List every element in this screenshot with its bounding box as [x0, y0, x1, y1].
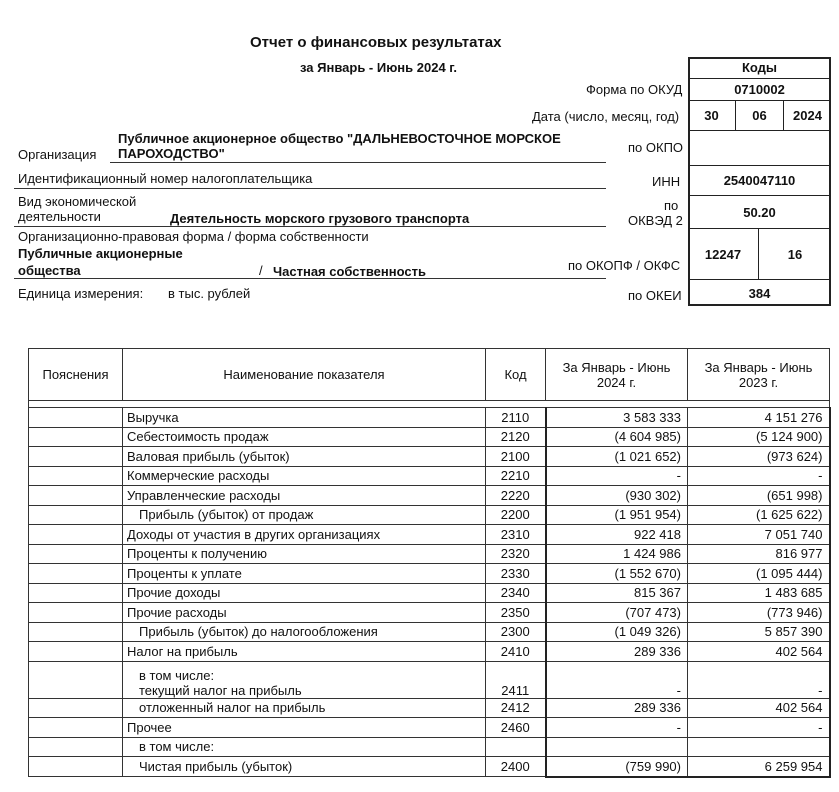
row-current: (707 473): [546, 603, 688, 623]
row-code: 2110: [486, 408, 546, 428]
unit-value: в тыс. рублей: [168, 286, 251, 301]
row-previous: 5 857 390: [688, 622, 830, 642]
row-code: 2300: [486, 622, 546, 642]
row-current: -: [546, 466, 688, 486]
row-previous: (973 624): [688, 447, 830, 467]
row-code: 2410: [486, 642, 546, 662]
row-current: (1 049 326): [546, 622, 688, 642]
org-name-line1: Публичное акционерное общество "ДАЛЬНЕВОСТОЧНОЕ МОРСКОЕ: [118, 131, 561, 146]
row-name: Выручка: [123, 408, 486, 428]
row-current: 922 418: [546, 525, 688, 545]
unit-label: Единица измерения:: [18, 286, 144, 301]
row-name: отложенный налог на прибыль: [123, 698, 486, 718]
okud-value: 0710002: [688, 79, 831, 101]
okei-label: по ОКЕИ: [628, 288, 682, 303]
inn-caption: Идентификационный номер налогоплательщика: [18, 171, 313, 186]
row-name: Валовая прибыль (убыток): [123, 447, 486, 467]
row-current: 289 336: [546, 642, 688, 662]
row-name: Прочие доходы: [123, 583, 486, 603]
row-name: Прочие расходы: [123, 603, 486, 623]
row-code: 2210: [486, 466, 546, 486]
row-name: Налог на прибыль: [123, 642, 486, 662]
table-row: [29, 698, 830, 718]
table-row: [29, 408, 830, 428]
row-current: (930 302): [546, 486, 688, 506]
row-name: Доходы от участия в других организациях: [123, 525, 486, 545]
inn-label: ИНН: [652, 174, 681, 189]
row-code: 2412: [486, 698, 546, 718]
header-current-period: За Январь - Июнь 2024 г.: [546, 349, 688, 401]
row-code: 2100: [486, 447, 546, 467]
date-day: 30: [688, 101, 736, 131]
row-current: 3 583 333: [546, 408, 688, 428]
row-name: в том числе: текущий налог на прибыль: [123, 661, 486, 698]
row-previous: (1 095 444): [688, 564, 830, 584]
row-current: 815 367: [546, 583, 688, 603]
table-row: [29, 718, 830, 738]
okved-label-line1: по: [664, 198, 679, 213]
row-name: Проценты к уплате: [123, 564, 486, 584]
row-name: Управленческие расходы: [123, 486, 486, 506]
okopf-label: по ОКОПФ / ОКФС: [568, 258, 681, 273]
row-name: Проценты к получению: [123, 544, 486, 564]
inn-underline: [14, 188, 606, 189]
org-label: Организация: [18, 147, 97, 162]
okfs-value: 16: [759, 229, 831, 280]
table-row: [29, 466, 830, 486]
table-row: [29, 505, 830, 525]
row-name: в том числе:: [123, 737, 486, 757]
table-row: [29, 757, 830, 777]
legal-form-slash: /: [259, 263, 263, 278]
row-current: [546, 737, 688, 757]
financial-results-table: [28, 348, 831, 778]
row-previous: 402 564: [688, 642, 830, 662]
okopf-value: 12247: [688, 229, 759, 280]
row-previous: (773 946): [688, 603, 830, 623]
row-current: (1 552 670): [546, 564, 688, 584]
activity-underline: [14, 226, 606, 227]
table-row: [29, 564, 830, 584]
activity-label-line1: Вид экономической: [18, 194, 137, 209]
row-current: -: [546, 661, 688, 698]
row-previous: [688, 737, 830, 757]
inn-value: 2540047110: [688, 166, 831, 196]
report-title: Отчет о финансовых результатах: [250, 34, 502, 51]
row-current: (1 021 652): [546, 447, 688, 467]
row-previous: -: [688, 466, 830, 486]
report-period: за Январь - Июнь 2024 г.: [300, 60, 458, 75]
table-row: [29, 544, 830, 564]
row-current: (1 951 954): [546, 505, 688, 525]
row-code: 2350: [486, 603, 546, 623]
table-row: [29, 642, 830, 662]
row-previous: (1 625 622): [688, 505, 830, 525]
legal-form-caption: Организационно-правовая форма / форма собственности: [18, 229, 369, 244]
ownership-value: Частная собственность: [273, 264, 426, 279]
okpo-label: по ОКПО: [628, 140, 684, 155]
row-name: Чистая прибыль (убыток): [123, 757, 486, 777]
row-previous: 816 977: [688, 544, 830, 564]
row-name: Прибыль (убыток) до налогообложения: [123, 622, 486, 642]
row-code: 2340: [486, 583, 546, 603]
row-code: 2120: [486, 427, 546, 447]
row-name: Коммерческие расходы: [123, 466, 486, 486]
header-notes: Пояснения: [29, 349, 123, 401]
row-previous: -: [688, 718, 830, 738]
row-current: (759 990): [546, 757, 688, 777]
activity-value: Деятельность морского грузового транспорта: [170, 211, 470, 226]
row-previous: 6 259 954: [688, 757, 830, 777]
row-current: 1 424 986: [546, 544, 688, 564]
row-current: (4 604 985): [546, 427, 688, 447]
legal-form-underline: [14, 278, 606, 279]
row-code: 2320: [486, 544, 546, 564]
table-row: [29, 447, 830, 467]
row-previous: (5 124 900): [688, 427, 830, 447]
row-code: 2310: [486, 525, 546, 545]
table-row: [29, 622, 830, 642]
okved-label-line2: ОКВЭД 2: [628, 213, 683, 228]
table-row: [29, 583, 830, 603]
table-header-row: [29, 349, 830, 401]
row-previous: (651 998): [688, 486, 830, 506]
row-code: 2330: [486, 564, 546, 584]
row-name: Прибыль (убыток) от продаж: [123, 505, 486, 525]
row-code: 2200: [486, 505, 546, 525]
row-current: -: [546, 718, 688, 738]
header-previous-period: За Январь - Июнь 2023 г.: [688, 349, 830, 401]
row-code: [486, 737, 546, 757]
okpo-value: [688, 131, 831, 166]
org-underline: [110, 162, 606, 163]
row-previous: 7 051 740: [688, 525, 830, 545]
row-current: 289 336: [546, 698, 688, 718]
date-label: Дата (число, месяц, год): [532, 109, 680, 124]
table-row: [29, 427, 830, 447]
row-code: 2460: [486, 718, 546, 738]
legal-form-line2: общества: [18, 263, 81, 278]
okved-value: 50.20: [688, 196, 831, 229]
okei-value: 384: [748, 285, 771, 301]
table-row: [29, 525, 830, 545]
okud-label: Форма по ОКУД: [586, 82, 683, 97]
header-code: Код: [486, 349, 546, 401]
row-name: Себестоимость продаж: [123, 427, 486, 447]
row-previous: 1 483 685: [688, 583, 830, 603]
row-code: 2400: [486, 757, 546, 777]
date-year: 2024: [784, 101, 831, 131]
row-previous: 402 564: [688, 698, 830, 718]
org-name-line2: ПАРОХОДСТВО": [118, 146, 225, 161]
header-name: Наименование показателя: [123, 349, 486, 401]
table-row: [29, 603, 830, 623]
row-name: Прочее: [123, 718, 486, 738]
row-previous: -: [688, 661, 830, 698]
row-code: 2220: [486, 486, 546, 506]
activity-label-line2: деятельности: [18, 209, 101, 224]
date-month: 06: [736, 101, 784, 131]
table-row: [29, 737, 830, 757]
row-previous: 4 151 276: [688, 408, 830, 428]
row-code: 2411: [486, 661, 546, 698]
table-row: [29, 486, 830, 506]
table-row: [29, 661, 830, 698]
codes-header: Коды: [688, 57, 831, 79]
legal-form-line1: Публичные акционерные: [18, 246, 183, 261]
